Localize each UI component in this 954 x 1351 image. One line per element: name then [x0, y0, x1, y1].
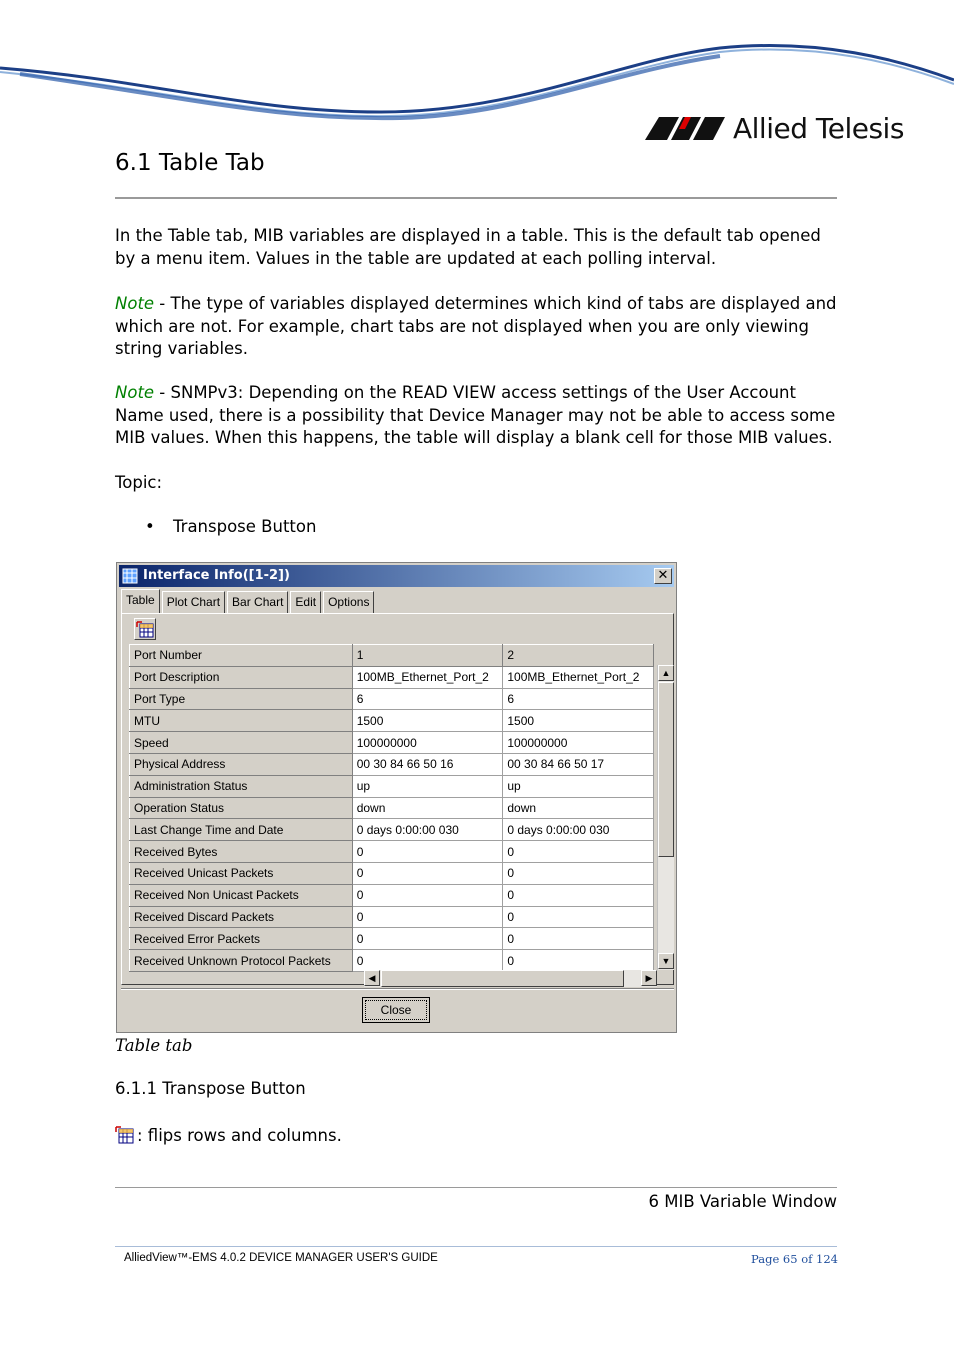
- row-label: Received Error Packets: [130, 928, 353, 950]
- horizontal-scrollbar[interactable]: [364, 970, 657, 987]
- row-label: Received Bytes: [130, 841, 353, 863]
- cell-port-2[interactable]: 0: [503, 928, 654, 950]
- table-row: [130, 884, 654, 906]
- interface-info-window: [116, 562, 677, 1033]
- cell-port-1[interactable]: 0: [352, 906, 503, 928]
- cell-port-2[interactable]: 00 30 84 66 50 17: [503, 753, 654, 775]
- note-paragraph-1: [115, 293, 840, 361]
- table-grid-icon: [122, 568, 138, 584]
- note-label: Note: [115, 383, 155, 402]
- window-close-icon[interactable]: ✕: [654, 568, 672, 584]
- bullet-item: [145, 517, 316, 536]
- cell-port-2[interactable]: 0: [503, 862, 654, 884]
- row-label: Port Type: [130, 688, 353, 710]
- row-label: Received Non Unicast Packets: [130, 884, 353, 906]
- title-rule: [115, 197, 837, 199]
- button-separator: [121, 988, 674, 990]
- table-row: [130, 906, 654, 928]
- vertical-scrollbar[interactable]: [657, 665, 674, 970]
- cell-port-2[interactable]: 100000000: [503, 732, 654, 754]
- row-label: Port Description: [130, 666, 353, 688]
- table-row: [130, 710, 654, 732]
- note-text: - The type of variables displayed determines which kind of tabs are displayed and which are not. For example, chart tabs are not displayed when you are only viewing string variables.: [115, 294, 837, 358]
- cell-port-2[interactable]: 0 days 0:00:00 030: [503, 819, 654, 841]
- transpose-description: [115, 1125, 342, 1145]
- logo-text: Allied Telesis: [733, 111, 904, 145]
- cell-port-1[interactable]: down: [352, 797, 503, 819]
- table-row: [130, 819, 654, 841]
- tab-plot-chart[interactable]: Plot Chart: [162, 591, 225, 613]
- note-label: Note: [115, 294, 155, 313]
- scroll-right-icon[interactable]: ▶: [641, 970, 657, 986]
- close-button[interactable]: [362, 997, 430, 1023]
- row-label: Received Unknown Protocol Packets: [130, 950, 353, 972]
- vertical-scroll-thumb[interactable]: [658, 682, 674, 857]
- cell-port-2[interactable]: down: [503, 797, 654, 819]
- cell-port-1[interactable]: 6: [352, 688, 503, 710]
- cell-port-1[interactable]: 0 days 0:00:00 030: [352, 819, 503, 841]
- cell-port-2[interactable]: 0: [503, 884, 654, 906]
- subsection-title: 6.1.1 Transpose Button: [115, 1079, 306, 1098]
- transpose-button[interactable]: [134, 618, 156, 640]
- footer-rule: [115, 1187, 837, 1188]
- window-titlebar: [119, 565, 674, 587]
- row-label: Last Change Time and Date: [130, 819, 353, 841]
- close-button-label: Close: [365, 1000, 427, 1020]
- cell-port-2[interactable]: 0: [503, 841, 654, 863]
- note-paragraph-2: [115, 382, 840, 450]
- table-row: [130, 645, 654, 667]
- row-label: Received Unicast Packets: [130, 862, 353, 884]
- allied-telesis-logo: [645, 110, 904, 146]
- cell-port-2[interactable]: 0: [503, 950, 654, 972]
- table-row: [130, 841, 654, 863]
- cell-port-1[interactable]: 100000000: [352, 732, 503, 754]
- table-row: [130, 753, 654, 775]
- row-label: Speed: [130, 732, 353, 754]
- cell-port-1[interactable]: 1500: [352, 710, 503, 732]
- tab-table[interactable]: Table: [121, 589, 160, 614]
- table-row: [130, 666, 654, 688]
- cell-port-1[interactable]: 0: [352, 841, 503, 863]
- cell-port-1[interactable]: up: [352, 775, 503, 797]
- table-row: [130, 732, 654, 754]
- bullet-icon: •: [145, 517, 155, 536]
- cell-port-1[interactable]: 0: [352, 928, 503, 950]
- scroll-up-icon[interactable]: ▲: [658, 665, 674, 681]
- cell-port-2[interactable]: 2: [503, 645, 654, 667]
- row-label: Administration Status: [130, 775, 353, 797]
- tab-bar-chart[interactable]: Bar Chart: [227, 591, 288, 613]
- footer-page-number: Page 65 of 124: [751, 1252, 838, 1266]
- row-label: Received Discard Packets: [130, 906, 353, 928]
- footer-rule-2: [115, 1246, 837, 1247]
- cell-port-1[interactable]: 1: [352, 645, 503, 667]
- transpose-icon: [135, 619, 155, 639]
- table-row: [130, 928, 654, 950]
- tab-edit[interactable]: Edit: [290, 591, 321, 613]
- cell-port-2[interactable]: up: [503, 775, 654, 797]
- scroll-left-icon[interactable]: ◀: [364, 970, 380, 986]
- cell-port-1[interactable]: 00 30 84 66 50 16: [352, 753, 503, 775]
- row-label: Port Number: [130, 645, 353, 667]
- table-panel: [121, 613, 674, 985]
- note-text: - SNMPv3: Depending on the READ VIEW access settings of the User Account Name used, there is a possibility that Device Manager may not be able to access some MIB values. When this happens, the table will display a blank cell for those MIB values.: [115, 383, 836, 447]
- cell-port-2[interactable]: 6: [503, 688, 654, 710]
- window-title: Interface Info([1-2]): [143, 568, 290, 583]
- cell-port-2[interactable]: 1500: [503, 710, 654, 732]
- horizontal-scroll-thumb[interactable]: [381, 970, 624, 987]
- table-row: [130, 950, 654, 972]
- tab-bar: [121, 591, 376, 613]
- cell-port-2[interactable]: 0: [503, 906, 654, 928]
- table-row: [130, 862, 654, 884]
- figure-caption: Table tab: [115, 1036, 193, 1055]
- scroll-down-icon[interactable]: ▼: [658, 953, 674, 969]
- row-label: Physical Address: [130, 753, 353, 775]
- topic-label: Topic:: [115, 473, 163, 492]
- cell-port-1[interactable]: 0: [352, 884, 503, 906]
- bullet-link-transpose[interactable]: Transpose Button: [173, 517, 317, 536]
- cell-port-1[interactable]: 100MB_Ethernet_Port_2: [352, 666, 503, 688]
- footer-guide-title: AlliedView™-EMS 4.0.2 DEVICE MANAGER USER'S GUIDE: [124, 1252, 438, 1264]
- transpose-description-text: : flips rows and columns.: [137, 1125, 342, 1145]
- footer-chapter: 6 MIB Variable Window: [648, 1192, 837, 1211]
- mib-table: [129, 644, 654, 972]
- transpose-icon: [115, 1125, 135, 1145]
- section-title: 6.1 Table Tab: [115, 150, 265, 176]
- table-row: [130, 775, 654, 797]
- cell-port-1[interactable]: 0: [352, 950, 503, 972]
- tab-options[interactable]: Options: [323, 591, 374, 613]
- cell-port-1[interactable]: 0: [352, 862, 503, 884]
- table-row: [130, 797, 654, 819]
- table-row: [130, 688, 654, 710]
- logo-mark-icon: [645, 115, 725, 141]
- intro-paragraph: In the Table tab, MIB variables are displayed in a table. This is the default tab opened by a menu item. Values in the table are updated at each polling interval.: [115, 226, 821, 268]
- row-label: MTU: [130, 710, 353, 732]
- cell-port-2[interactable]: 100MB_Ethernet_Port_2: [503, 666, 654, 688]
- row-label: Operation Status: [130, 797, 353, 819]
